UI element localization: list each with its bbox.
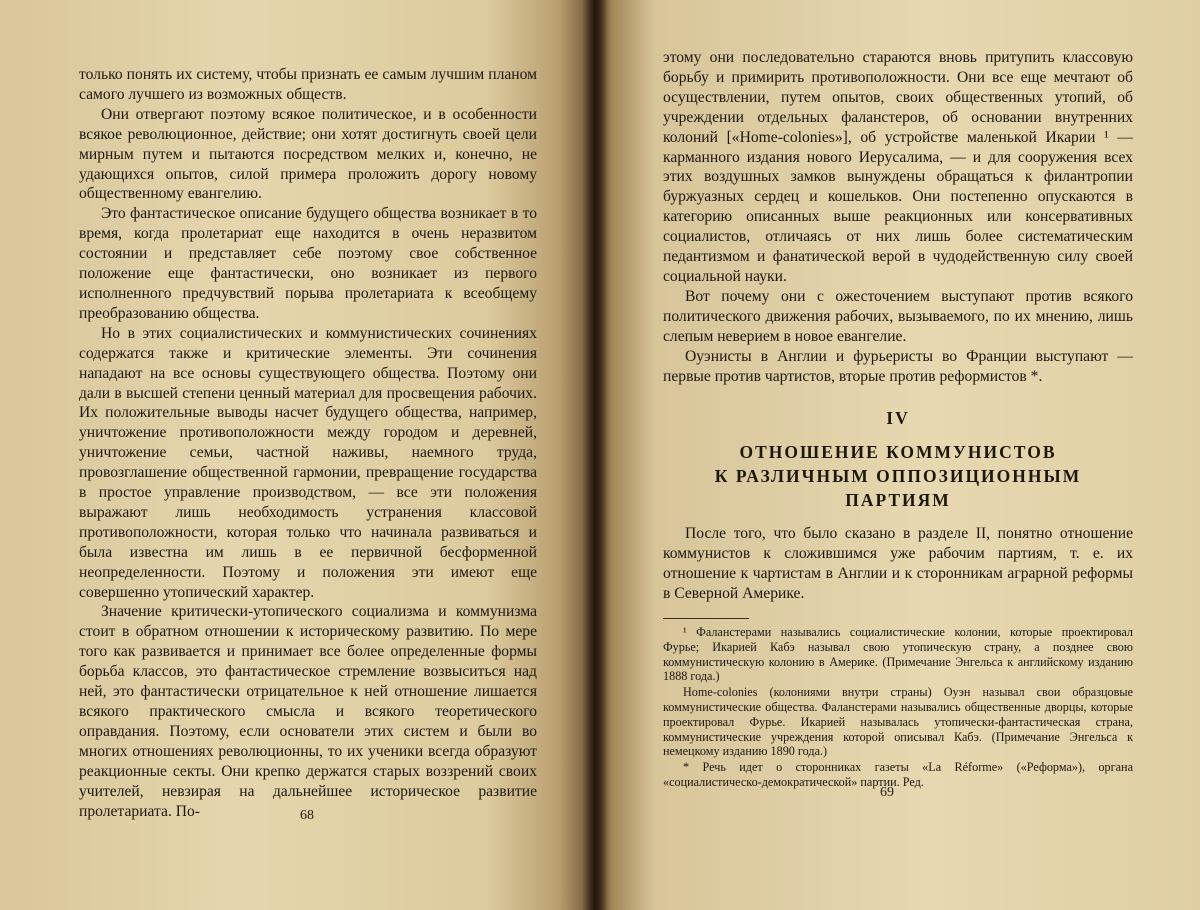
right-page-text bbox=[663, 48, 1133, 791]
page-number-right: 69 bbox=[880, 785, 894, 800]
paragraph: Значение критически-утопического социализма и коммунизма стоит в обратном отношении к историческому развитию. По мере того как развивается и принимает все более определенные формы борьба классов, это фантастическое стремление возвыситься над ней, это фантастически отрицательное к ней отношение лишается всякого практического смысла и всякого теоретического оправдания. Поэтому, если основатели этих систем и были во многих отношениях революционны, то их ученики всегда образуют реакционные секты. Они крепко держатся старых воззрений своих учителей, невзирая на дальнейшее историческое развитие пролетариата. По- bbox=[79, 603, 537, 820]
paragraph: Оуэнисты в Англии и фурьеристы во Франции выступают — первые против чартистов, вторые против реформистов *. bbox=[663, 347, 1133, 385]
left-page-text bbox=[79, 65, 537, 821]
left-page bbox=[0, 0, 594, 910]
footnotes bbox=[663, 618, 1133, 790]
footnote: * Речь идет о сторонниках газеты «La Réforme» («Реформа»), органа «социалистическо-демократической» партии. Ред. bbox=[663, 760, 1133, 789]
paragraph: После того, что было сказано в разделе II, понятно отношение коммунистов к сложившимся уже рабочим партиям, т. е. их отношение к чартистам в Англии и к сторонникам аграрной реформы в Северной Америке. bbox=[663, 525, 1133, 603]
paragraph: Вот почему они с ожесточением выступают против всякого политического движения рабочих, вызываемого, по их мнению, лишь слепым неверием в новое евангелие. bbox=[663, 287, 1133, 345]
section-number: IV bbox=[886, 408, 910, 429]
paragraph: Они отвергают поэтому всякое политическое, и в особенности всякое революционное, действие; они хотят достигнуть своей цели мирным путем и пытаются посредством мелких и, конечно, не удающихся опытов, силой примера проложить дорогу новому общественному евангелию. bbox=[79, 105, 537, 203]
page-number-left: 68 bbox=[300, 808, 314, 823]
section-title-line: ОТНОШЕНИЕ КОММУНИСТОВ bbox=[739, 442, 1057, 463]
section-title-line: ПАРТИЯМ bbox=[845, 490, 951, 511]
paragraph: этому они последовательно стараются вновь притупить классовую борьбу и примирить противоположности. Они все еще мечтают об осуществлении, путем опытов, своих общественных утопий, об учреждении отдельных фаланстеров, об основании внутренних колоний [«Home-colonies»], об устройстве маленькой Икарии ¹ — карманного издания нового Иерусалима, — и для сооружения всех этих воздушных замков вынуждены обращаться к филантропии буржуазных сердец и кошельков. Они постепенно опускаются в категорию описанных выше реакционных или консервативных социалистов, отличаясь от них лишь более систематическим педантизмом и фанатической верой в чудодейственную силу своей социальной науки. bbox=[663, 49, 1133, 285]
footnote: Home-colonies (колониями внутри страны) Оуэн называл свои образцовые коммунистические общества. Фаланстерами назывались общественные дворцы, которые проектировал Фурье. Икарией называлась утопически-фантастическая страна, коммунистические учреждения которой описывал Кабэ. (Примечание Энгельса к немецкому изданию 1890 года.) bbox=[663, 685, 1133, 759]
paragraph: только понять их систему, чтобы признать ее самым лучшим планом самого лучшего из возможных обществ. bbox=[79, 66, 537, 103]
footnote-rule bbox=[663, 618, 749, 619]
footnote: ¹ Фаланстерами назывались социалистические колонии, которые проектировал Фурье; Икарией Кабэ называл свою утопическую страну, а позднее свою коммунистическую колонию в Америке. (Примечание Энгельса к английскому изданию 1888 года.) bbox=[663, 625, 1133, 684]
paragraph: Но в этих социалистических и коммунистических сочинениях содержатся также и критические элементы. Эти сочинения нападают на все основы существующего общества. Поэтому они дали в высшей степени ценный материал для просвещения рабочих. Их положительные выводы насчет будущего общества, например, уничтожение противоположности между городом и деревней, уничтожение семьи, частной наживы, наемного труда, провозглашение общественной гармонии, превращение государства в простое управление производством, — все эти положения выражают лишь необходимость устранения классовой противоположности, которая только что начинала развиваться и была известна им лишь в ее первичной бесформенной неопределенности. Поэтому и положения эти имеют еще совершенно утопический характер. bbox=[79, 324, 537, 601]
book-spine-gutter bbox=[582, 0, 608, 910]
section-title-line: К РАЗЛИЧНЫМ ОППОЗИЦИОННЫМ bbox=[714, 466, 1082, 487]
section-title bbox=[663, 440, 1133, 512]
paragraph: Это фантастическое описание будущего общества возникает в то время, когда пролетариат еще находится в очень неразвитом состоянии и представляет себе поэтому свое собственное положение еще фантастически, оно возникает из первого исполненного предчувствий порыва пролетариата к всеобщему преобразованию общества. bbox=[79, 205, 537, 322]
